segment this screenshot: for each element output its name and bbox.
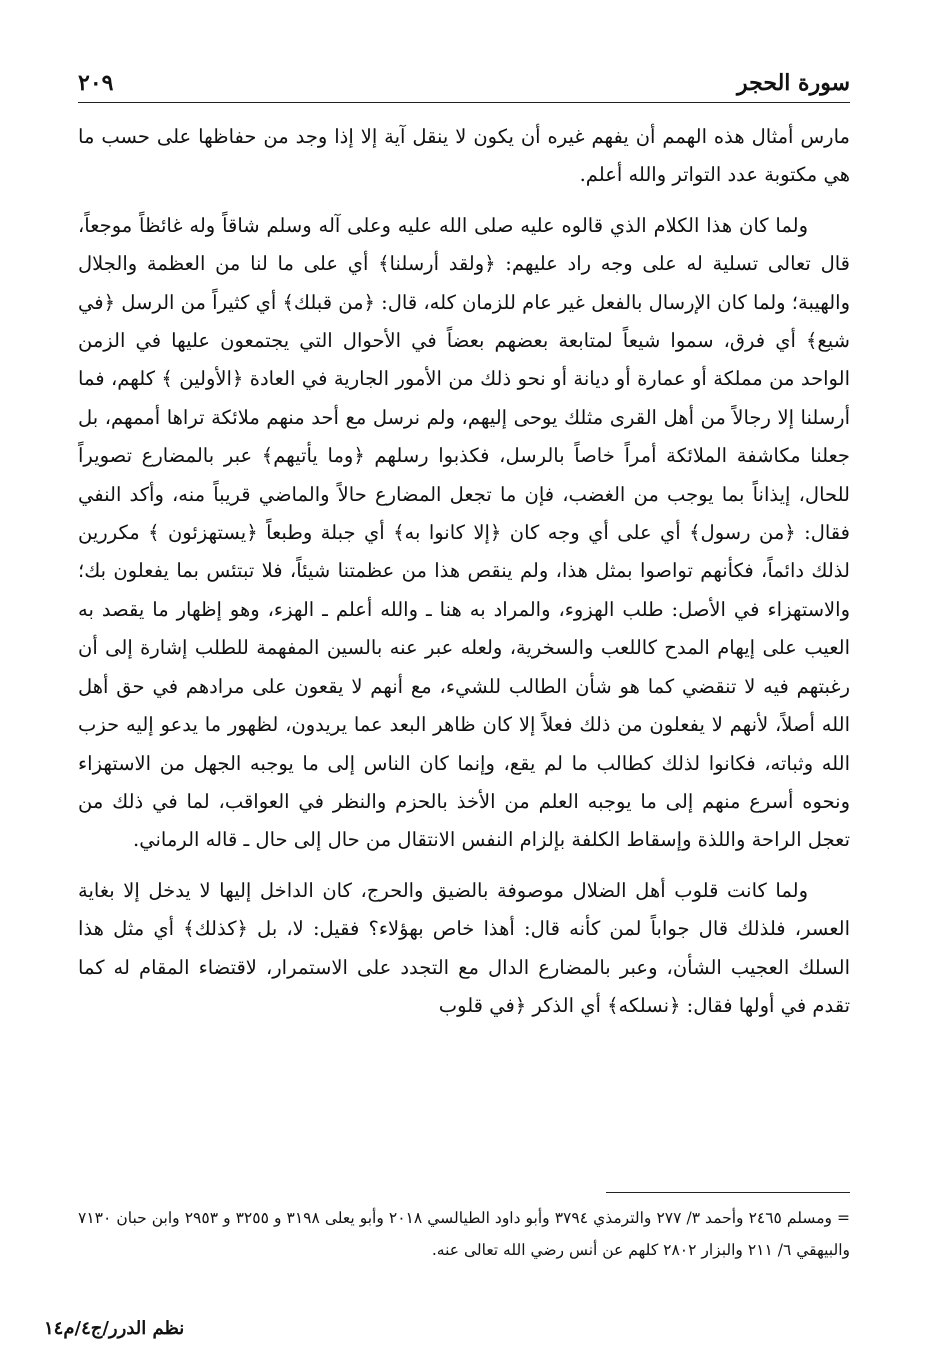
paragraph-2: ولما كان هذا الكلام الذي قالوه عليه صلى الله عليه وعلى آله وسلم شاقاً وله غائظاً موجعاً، قال تعالى تسلية له على وجه راد عليهم: ﴿ولقد أرسلنا﴾ أي على ما لنا من العظمة والجلال والهيبة؛ ولما كان الإرسال بالفعل غير عام للزمان كله، قال: ﴿من قبلك﴾ أي كثيراً من الرسل ﴿في شيع﴾ أي فرق، سموا شيعاً لمتابعة بعضهم بعضاً في الأحوال التي يجتمعون عليها في الزمن الواحد من مملكة أو عمارة أو ديانة أو نحو ذلك من الأمور الجارية في العادة ﴿الأولين ﴾ كلهم، فما أرسلنا إلا رجالاً من أهل القرى مثلك يوحى إليهم، ولم نرسل مع أحد منهم ملائكة تراها أممهم، بل جعلنا مكاشفة الملائكة أمراً خاصاً بالرسل، فكذبوا رسلهم ﴿وما يأتيهم﴾ عبر بالمضارع تصويراً للحال، إيذاناً بما يوجب من الغضب، فإن ما تجعل المضارع حالاً والماضي قريباً منه، وأكد النفي فقال: ﴿من رسول﴾ أي على أي وجه كان ﴿إلا كانوا به﴾ أي جبلة وطبعاً ﴿يستهزئون ﴾ مكررين لذلك دائماً، فكأنهم تواصوا بمثل هذا، ولم ينقص هذا من عظمتنا شيئاً، فلا تبتئس بما يفعلون بك؛ والاستهزاء في الأصل: طلب الهزوء، والمراد به هنا ـ والله أعلم ـ الهزء، وهو إظهار ما يقصد به العيب على إيهام المدح كاللعب والسخرية، ولعله عبر عنه بالسين المفهمة للطلب إشارة إلى أن رغبتهم فيه لا تنقضي كما هو شأن الطالب للشيء، مع أنهم لا يقعون على مرادهم في حق أهل الله أصلاً، لأنهم لا يفعلون من ذلك فعلاً إلا كان ظاهر البعد عما يريدون، لظهور ما يدعو إليه حزب الله وثباته، فكانوا لذلك كطالب ما لم يقع، وإنما كان الناس إلى ما يوجبه الجهل من الاستهزاء ونحوه أسرع منهم إلى ما يوجبه العلم من الأخذ بالحزم والنظر في العواقب، لما في ذلك من تعجل الراحة واللذة وإسقاط الكلفة بإلزام النفس الانتقال من حال إلى حال ـ قاله الرماني.: [78, 213, 850, 852]
footnote: = ومسلم ٢٤٦٥ وأحمد ٣/ ٢٧٧ والترمذي ٣٧٩٤ وأبو داود الطيالسي ٢٠١٨ وأبو يعلى ٣١٩٨ و ٣٢٥٥ و ٢٩٥٣ وابن حبان ٧١٣٠ والبيهقي ٦/ ٢١١ والبزار ٢٨٠٢ كلهم عن أنس رضي الله تعالى عنه.: [78, 1209, 851, 1259]
body-text: [78, 118, 850, 1037]
printer-signature: نظم الدرر/ج٤/م١٤: [44, 1318, 185, 1339]
footnote-divider: [606, 1192, 850, 1193]
page-header: [78, 66, 850, 103]
surah-title: سورة الحجر: [737, 70, 850, 96]
paragraph-3: ولما كانت قلوب أهل الضلال موصوفة بالضيق والحرج، كان الداخل إليها لا يدخل إلا بغاية العسر، فلذلك قال جواباً لمن كأنه قال: أهذا خاص بهؤلاء؟ فقيل: لا، بل ﴿كذلك﴾ أي مثل هذا السلك العجيب الشأن، وعبر بالمضارع الدال مع التجدد على الاستمرار، لاقتضاء المقام له كما تقدم في أولها فقال: ﴿نسلكه﴾ أي الذكر ﴿في قلوب: [78, 878, 850, 1017]
page-number: ٢٠٩: [78, 70, 114, 96]
paragraph-1: مارس أمثال هذه الهمم أن يفهم غيره أن يكون لا ينقل آية إلا إذا وجد من حفاظها على حسب ما هي مكتوبة عدد التواتر والله أعلم.: [78, 125, 850, 187]
